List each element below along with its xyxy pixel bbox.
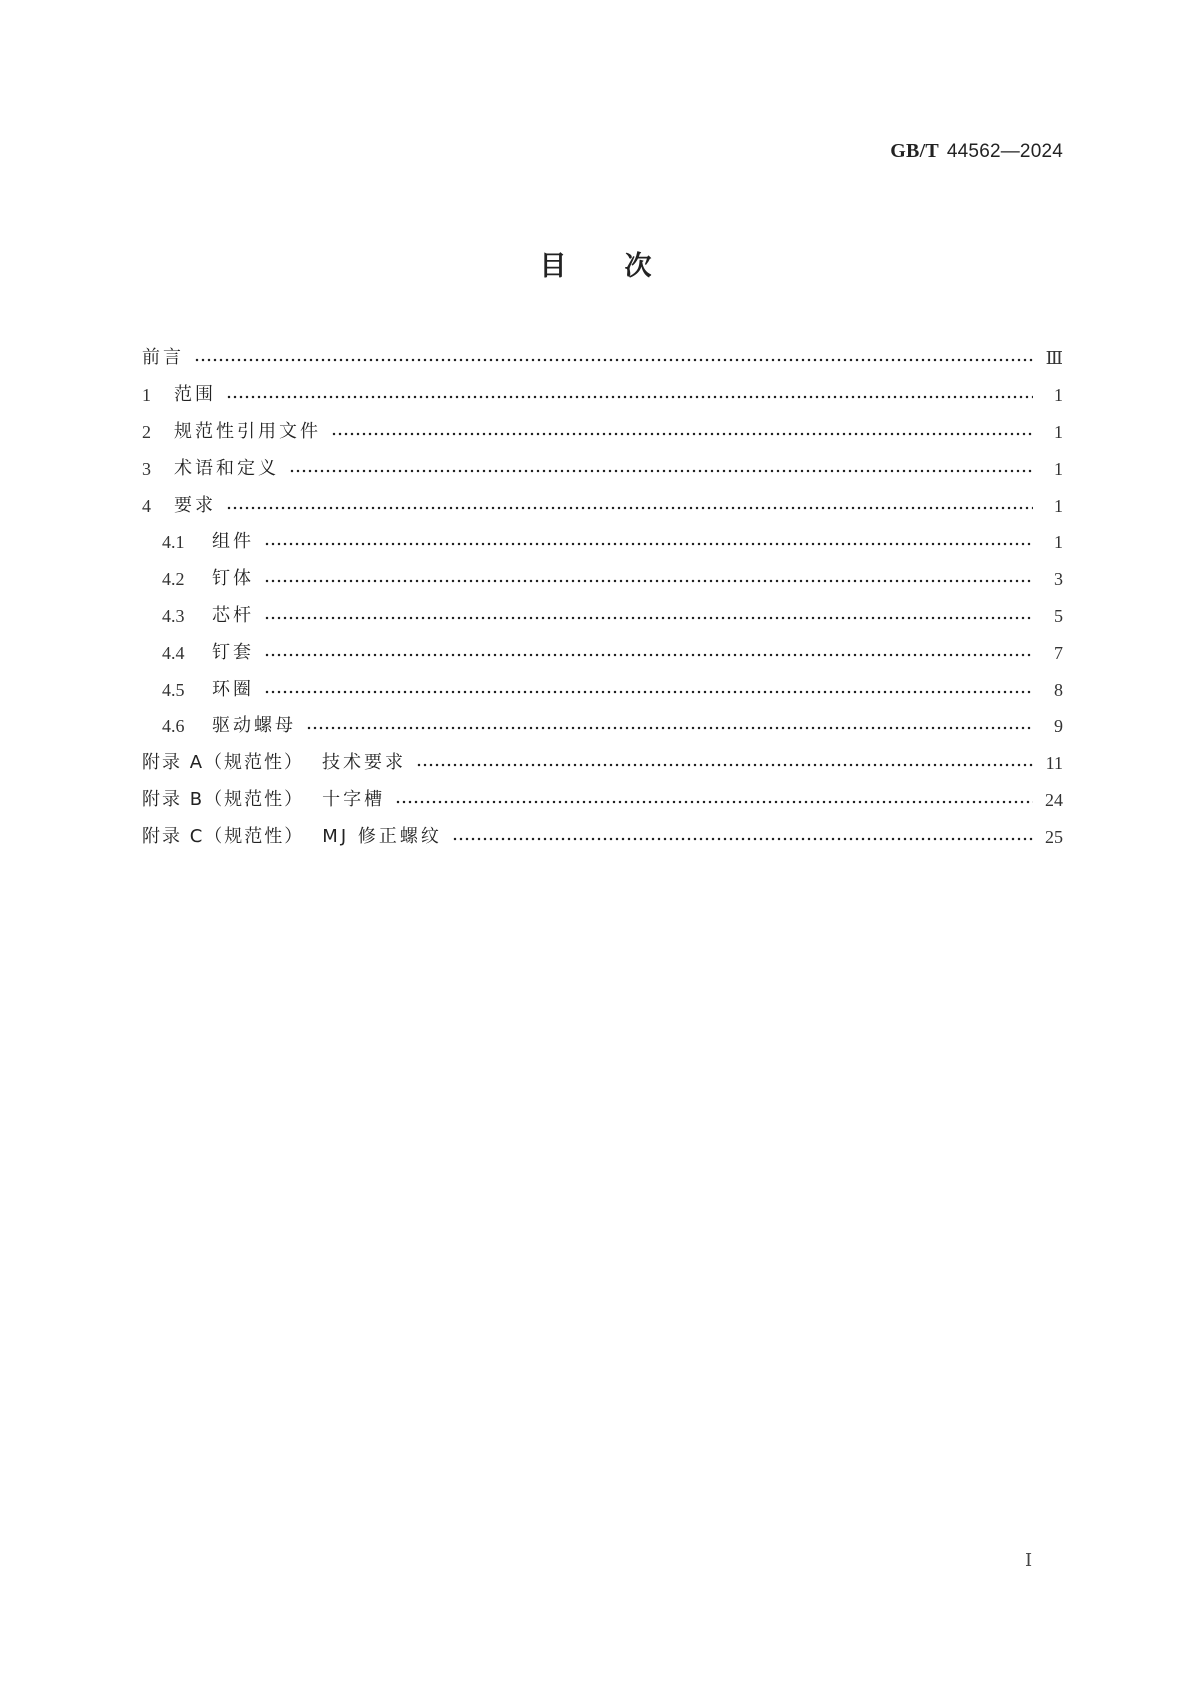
toc-entry-scope[interactable] bbox=[142, 377, 1063, 414]
toc-entry-label: 钉体 bbox=[212, 568, 254, 590]
dot-leader bbox=[264, 690, 1033, 694]
standard-code: 44562—2024 bbox=[946, 141, 1063, 162]
toc-entry-page: 1 bbox=[1054, 458, 1063, 479]
toc-entry-label: 术语和定义 bbox=[174, 457, 279, 479]
toc-entry-label: MJ 修正螺纹 bbox=[322, 825, 442, 847]
toc-entry-page: Ⅲ bbox=[1045, 348, 1063, 369]
dot-leader bbox=[264, 542, 1033, 546]
toc-entry-page: 8 bbox=[1054, 679, 1063, 700]
toc-entry-foreword[interactable] bbox=[142, 340, 1063, 377]
toc-entry-number: 4.4 bbox=[162, 642, 185, 663]
toc-entry-4-1[interactable] bbox=[142, 524, 1063, 561]
toc-entry-page: 9 bbox=[1054, 716, 1063, 737]
toc-appendix-head: 附录 C（规范性） bbox=[142, 825, 305, 847]
dot-leader bbox=[226, 506, 1033, 510]
toc-entry-label: 技术要求 bbox=[322, 752, 407, 774]
toc-entry-page: 5 bbox=[1054, 605, 1063, 626]
toc-entry-appendix-c[interactable] bbox=[142, 818, 1063, 855]
toc-entry-label: 芯杆 bbox=[212, 604, 254, 626]
toc-entry-normative-references[interactable] bbox=[142, 414, 1063, 451]
toc-entry-label: 钉套 bbox=[212, 641, 254, 663]
toc-entry-4-2[interactable] bbox=[142, 561, 1063, 598]
toc-entry-page: 1 bbox=[1054, 421, 1063, 442]
toc-title: 目次 bbox=[539, 251, 710, 282]
toc-entry-label: 组件 bbox=[212, 531, 254, 553]
toc-entry-page: 7 bbox=[1054, 642, 1063, 663]
dot-leader bbox=[264, 579, 1033, 583]
toc-entry-4-5[interactable] bbox=[142, 671, 1063, 708]
dot-leader bbox=[264, 616, 1033, 620]
toc-entry-number: 4.1 bbox=[162, 532, 185, 553]
toc-entry-requirements[interactable] bbox=[142, 487, 1063, 524]
toc-entry-4-6[interactable] bbox=[142, 708, 1063, 745]
toc-entry-number: 4.2 bbox=[162, 569, 185, 590]
toc-entry-number: 4.5 bbox=[162, 679, 185, 700]
toc-entry-terms-definitions[interactable] bbox=[142, 450, 1063, 487]
toc-entry-page: 11 bbox=[1045, 753, 1063, 774]
standard-prefix: GB/T bbox=[890, 140, 939, 162]
dot-leader bbox=[289, 469, 1033, 473]
toc-entry-page: 1 bbox=[1054, 532, 1063, 553]
toc-entry-label: 要求 bbox=[174, 494, 216, 516]
toc-entry-label: 范围 bbox=[174, 384, 216, 406]
toc-entry-number: 3 bbox=[142, 458, 151, 479]
standard-number bbox=[890, 140, 1063, 163]
toc-entry-label: 驱动螺母 bbox=[212, 715, 296, 737]
toc-entry-label: 环圈 bbox=[212, 678, 254, 700]
toc-appendix-head: 附录 A（规范性） bbox=[142, 752, 305, 774]
toc-entry-label: 十字槽 bbox=[322, 788, 386, 810]
toc-entry-page: 1 bbox=[1054, 495, 1063, 516]
toc-entry-number: 1 bbox=[142, 385, 151, 406]
table-of-contents bbox=[142, 340, 1063, 855]
toc-entry-label: 规范性引用文件 bbox=[174, 420, 321, 442]
toc-entry-page: 25 bbox=[1045, 826, 1063, 847]
dot-leader bbox=[395, 800, 1033, 804]
toc-entry-number: 4.3 bbox=[162, 605, 185, 626]
toc-entry-4-4[interactable] bbox=[142, 634, 1063, 671]
toc-appendix-head: 附录 B（规范性） bbox=[142, 788, 305, 810]
toc-entry-label: 前言 bbox=[142, 347, 184, 369]
dot-leader bbox=[194, 358, 1033, 362]
dot-leader bbox=[331, 432, 1033, 436]
dot-leader bbox=[306, 726, 1033, 730]
toc-entry-4-3[interactable] bbox=[142, 598, 1063, 635]
toc-entry-number: 2 bbox=[142, 421, 151, 442]
toc-entry-number: 4.6 bbox=[162, 716, 185, 737]
page-number: Ⅰ bbox=[1025, 1550, 1033, 1570]
toc-entry-page: 24 bbox=[1045, 789, 1063, 810]
dot-leader bbox=[264, 653, 1033, 657]
toc-entry-appendix-a[interactable] bbox=[142, 745, 1063, 782]
dot-leader bbox=[452, 837, 1033, 841]
toc-entry-number: 4 bbox=[142, 495, 151, 516]
dot-leader bbox=[226, 395, 1033, 399]
toc-entry-appendix-b[interactable] bbox=[142, 782, 1063, 819]
dot-leader bbox=[416, 763, 1033, 767]
toc-entry-page: 1 bbox=[1054, 385, 1063, 406]
toc-entry-page: 3 bbox=[1054, 569, 1063, 590]
